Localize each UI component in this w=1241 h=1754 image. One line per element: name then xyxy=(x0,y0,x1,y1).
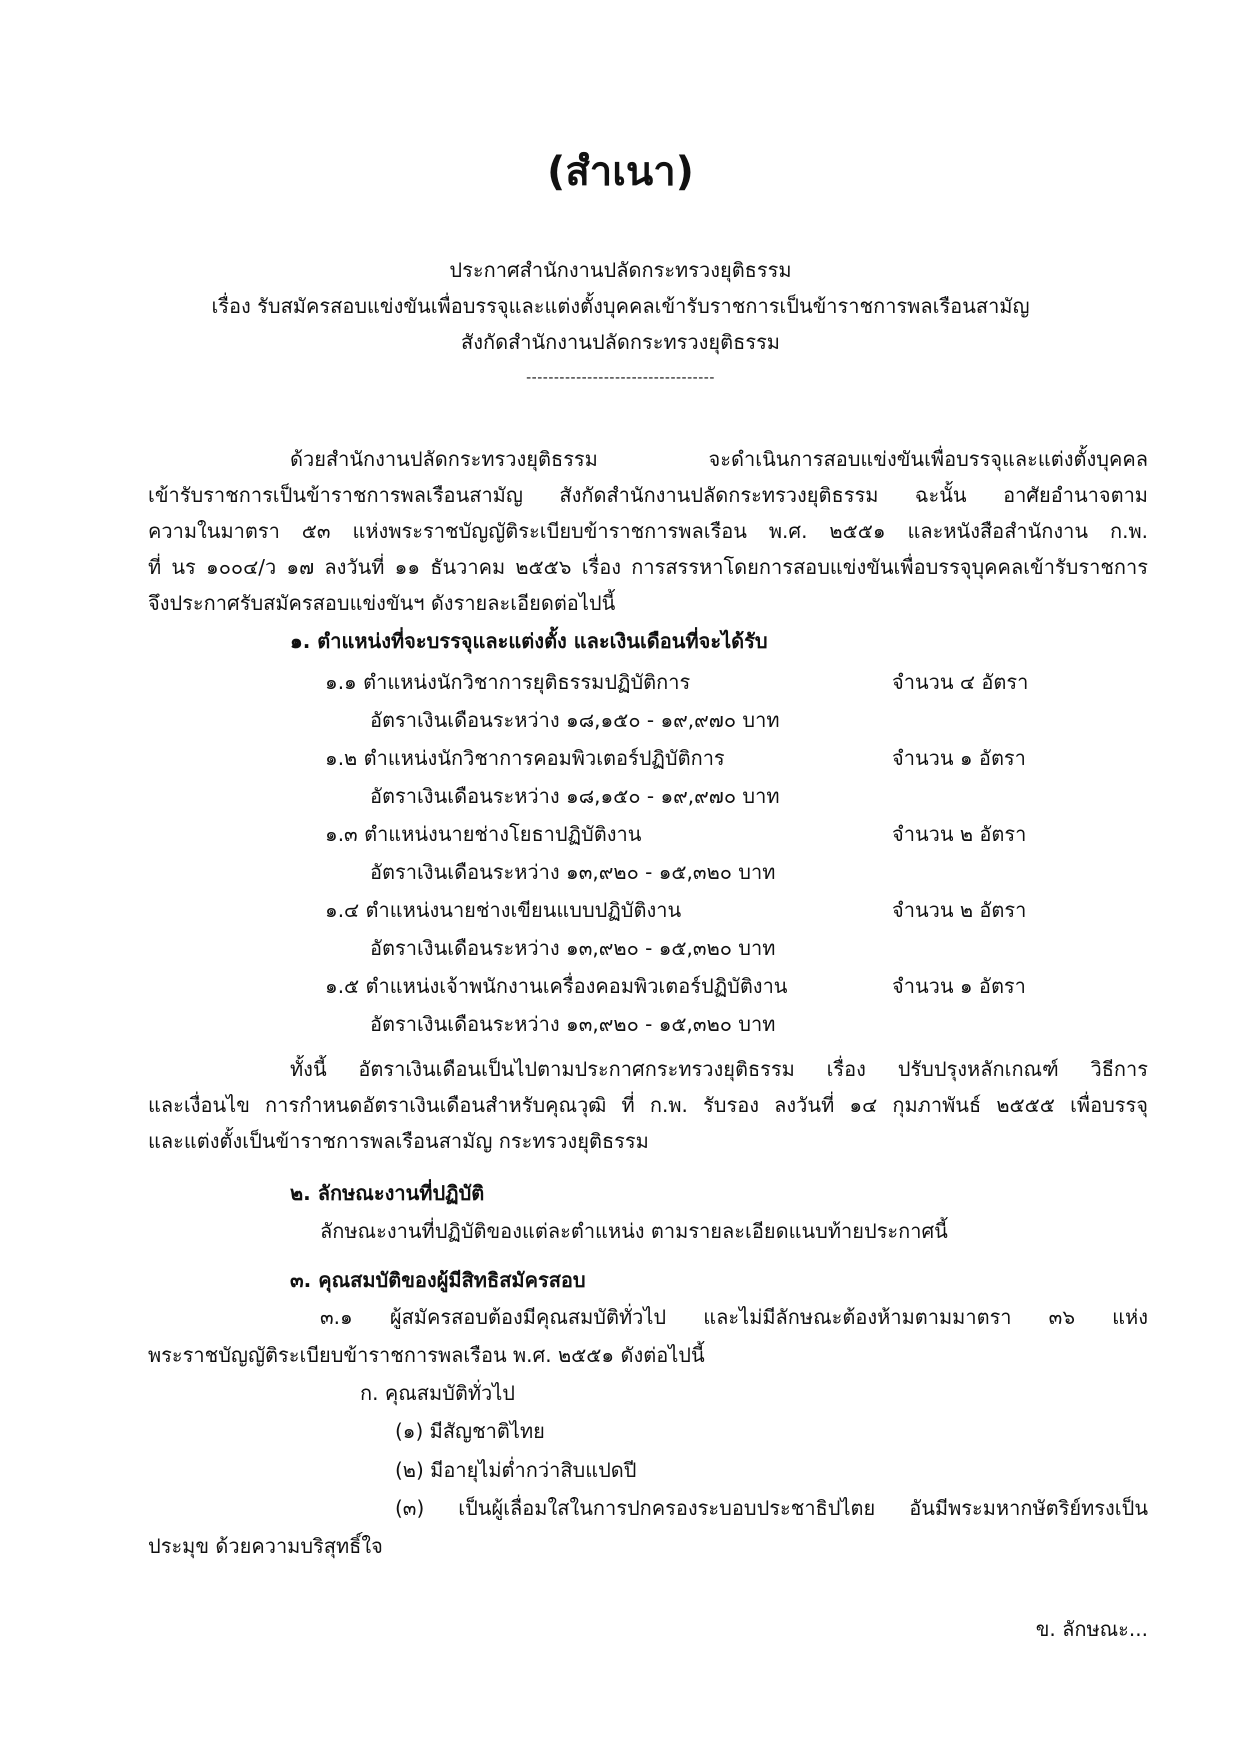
position-4-count: จำนวน ๒ อัตรา xyxy=(892,898,1027,922)
qualification-item-1: (๑) มีสัญชาติไทย xyxy=(395,1419,545,1443)
position-2-salary: อัตราเงินเดือนระหว่าง ๑๘,๑๕๐ - ๑๙,๙๗๐ บาท xyxy=(370,784,780,808)
intro-line-3: ความในมาตรา ๕๓ แห่งพระราชบัญญัติระเบียบข้าราชการพลเรือน พ.ศ. ๒๕๕๑ และหนังสือสำนักงาน ก.พ. xyxy=(148,519,1148,543)
salary-note-line-3: และแต่งตั้งเป็นข้าราชการพลเรือนสามัญ กระทรวงยุติธรรม xyxy=(148,1129,649,1153)
header-line-1: ประกาศสำนักงานปลัดกระทรวงยุติธรรม xyxy=(449,258,792,282)
position-1-title: ๑.๑ ตำแหน่งนักวิชาการยุติธรรมปฏิบัติการ xyxy=(325,670,691,694)
position-3-salary: อัตราเงินเดือนระหว่าง ๑๓,๙๒๐ - ๑๕,๓๒๐ บาท xyxy=(370,860,776,884)
section-2-body: ลักษณะงานที่ปฏิบัติของแต่ละตำแหน่ง ตามรายละเอียดแนบท้ายประกาศนี้ xyxy=(320,1219,948,1243)
position-3-count: จำนวน ๒ อัตรา xyxy=(892,822,1027,846)
qualification-item-3-line-2: ประมุข ด้วยความบริสุทธิ์ใจ xyxy=(148,1534,383,1558)
position-2-count: จำนวน ๑ อัตรา xyxy=(892,746,1026,770)
salary-note-line-1: ทั้งนี้ อัตราเงินเดือนเป็นไปตามประกาศกระทรวงยุติธรรม เรื่อง ปรับปรุงหลักเกณฑ์ วิธีการ xyxy=(290,1057,1148,1081)
section-3-para-line-1: ๓.๑ ผู้สมัครสอบต้องมีคุณสมบัติทั่วไป และไม่มีลักษณะต้องห้ามตามมาตรา ๓๖ แห่ง xyxy=(320,1305,1148,1329)
header-divider: ---------------------------------- xyxy=(526,370,715,386)
position-5-count: จำนวน ๑ อัตรา xyxy=(892,974,1026,998)
salary-note-line-2: และเงื่อนไข การกำหนดอัตราเงินเดือนสำหรับคุณวุฒิ ที่ ก.พ. รับรอง ลงวันที่ ๑๔ กุมภาพันธ์ ๒๕๕๕ เพื่อบรรจุ xyxy=(148,1093,1148,1117)
section-3-para-line-2: พระราชบัญญัติระเบียบข้าราชการพลเรือน พ.ศ. ๒๕๕๑ ดังต่อไปนี้ xyxy=(148,1343,705,1367)
document-title: (สำเนา) xyxy=(547,149,694,195)
intro-line-2: เข้ารับราชการเป็นข้าราชการพลเรือนสามัญ สังกัดสำนักงานปลัดกระทรวงยุติธรรม ฉะนั้น อาศัยอำนาจตาม xyxy=(148,483,1148,507)
position-2-title: ๑.๒ ตำแหน่งนักวิชาการคอมพิวเตอร์ปฏิบัติการ xyxy=(325,746,725,770)
section-2-heading: ๒. ลักษณะงานที่ปฏิบัติ xyxy=(290,1181,485,1205)
position-5-salary: อัตราเงินเดือนระหว่าง ๑๓,๙๒๐ - ๑๕,๓๒๐ บาท xyxy=(370,1012,776,1036)
intro-line-4: ที่ นร ๑๐๐๔/ว ๑๗ ลงวันที่ ๑๑ ธันวาคม ๒๕๕๖ เรื่อง การสรรหาโดยการสอบแข่งขันเพื่อบรรจุบุคคลเข้ารับราชการ xyxy=(148,555,1148,579)
qualification-item-3-line-1: (๓) เป็นผู้เลื่อมใสในการปกครองระบอบประชาธิปไตย อันมีพระมหากษัตริย์ทรงเป็น xyxy=(395,1496,1148,1520)
section-1-heading: ๑. ตำแหน่งที่จะบรรจุและแต่งตั้ง และเงินเดือนที่จะได้รับ xyxy=(290,629,768,653)
position-1-count: จำนวน ๔ อัตรา xyxy=(892,670,1029,694)
section-3-heading: ๓. คุณสมบัติของผู้มีสิทธิสมัครสอบ xyxy=(290,1268,586,1292)
intro-line-1: ด้วยสำนักงานปลัดกระทรวงยุติธรรม จะดำเนินการสอบแข่งขันเพื่อบรรจุและแต่งตั้งบุคคล xyxy=(290,447,1148,471)
intro-line-5: จึงประกาศรับสมัครสอบแข่งขันฯ ดังรายละเอียดต่อไปนี้ xyxy=(148,591,616,615)
position-1-salary: อัตราเงินเดือนระหว่าง ๑๘,๑๕๐ - ๑๙,๙๗๐ บาท xyxy=(370,708,780,732)
position-4-title: ๑.๔ ตำแหน่งนายช่างเขียนแบบปฏิบัติงาน xyxy=(325,898,682,922)
continuation-marker: ข. ลักษณะ... xyxy=(1035,1617,1148,1641)
qualifications-subheading: ก. คุณสมบัติทั่วไป xyxy=(360,1381,515,1405)
position-4-salary: อัตราเงินเดือนระหว่าง ๑๓,๙๒๐ - ๑๕,๓๒๐ บาท xyxy=(370,936,776,960)
position-5-title: ๑.๕ ตำแหน่งเจ้าพนักงานเครื่องคอมพิวเตอร์ปฏิบัติงาน xyxy=(325,974,788,998)
header-line-2: เรื่อง รับสมัครสอบแข่งขันเพื่อบรรจุและแต่งตั้งบุคคลเข้ารับราชการเป็นข้าราชการพลเรือนสามัญ xyxy=(211,294,1030,318)
header-line-3: สังกัดสำนักงานปลัดกระทรวงยุติธรรม xyxy=(461,330,780,354)
position-3-title: ๑.๓ ตำแหน่งนายช่างโยธาปฏิบัติงาน xyxy=(325,822,642,846)
qualification-item-2: (๒) มีอายุไม่ต่ำกว่าสิบแปดปี xyxy=(395,1458,637,1482)
